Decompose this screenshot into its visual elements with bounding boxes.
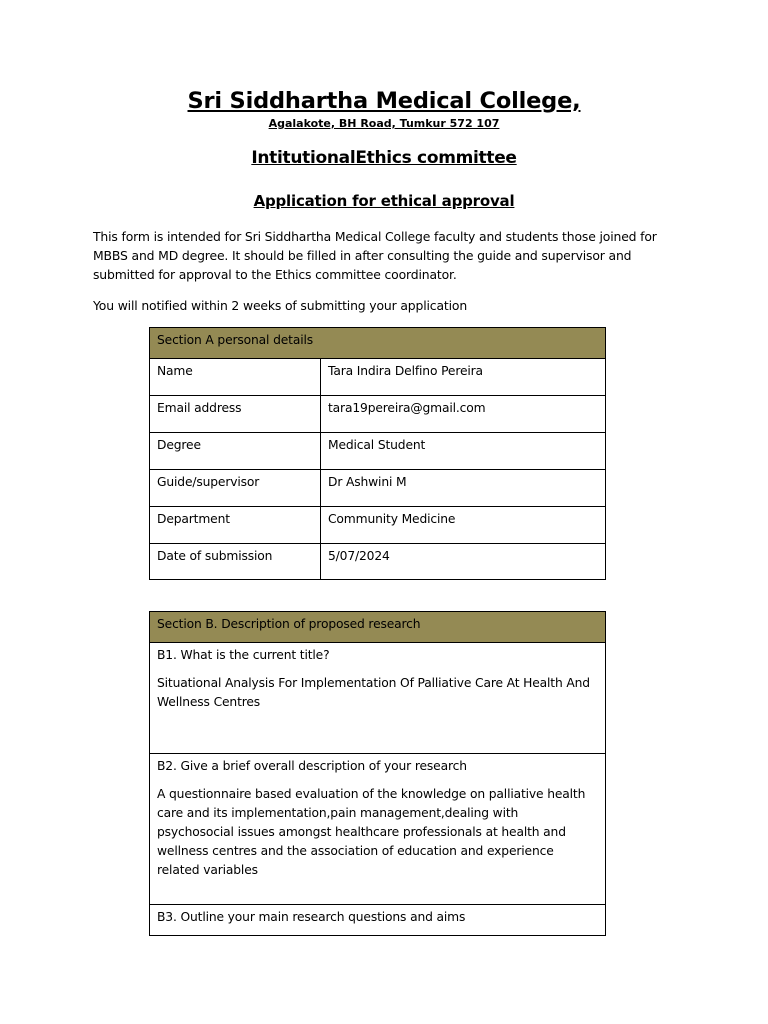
table-row: [150, 470, 606, 507]
section-b-table: [149, 611, 606, 936]
field-label-email: Email address: [150, 396, 321, 433]
question-cell-b2: [150, 754, 606, 904]
field-value-guide: Dr Ashwini M: [321, 470, 606, 507]
answer-b2: A questionnaire based evaluation of the knowledge on palliative health care and its implementation,pain management,dealing with psychosocial issues amongst healthcare professionals at health and wellness centres and the association of education and experience related variables: [157, 787, 586, 878]
question-b2: B2. Give a brief overall description of your research: [157, 759, 467, 774]
answer-b1: Situational Analysis For Implementation Of Palliative Care At Health And Wellness Centres: [157, 676, 590, 710]
field-label-name: Name: [150, 359, 321, 396]
section-b-heading: Section B. Description of proposed research: [150, 612, 606, 643]
college-name: Sri Siddhartha Medical College,: [187, 88, 581, 114]
section-a-heading: Section A personal details: [150, 328, 606, 359]
form-title: Application for ethical approval: [253, 192, 515, 210]
section-a-header-row: [150, 328, 606, 359]
field-label-guide: Guide/supervisor: [150, 470, 321, 507]
notification-note: You will notified within 2 weeks of submitting your application: [93, 298, 468, 313]
question-cell-b1: [150, 643, 606, 754]
question-cell-b3: [150, 904, 606, 935]
table-row: [150, 396, 606, 433]
question-b3: B3. Outline your main research questions and aims: [157, 909, 466, 924]
field-value-degree: Medical Student: [321, 433, 606, 470]
field-value-department: Community Medicine: [321, 507, 606, 544]
table-row: [150, 359, 606, 396]
question-b1: B1. What is the current title?: [157, 648, 330, 663]
field-value-email: tara19pereira@gmail.com: [321, 396, 606, 433]
college-address: Agalakote, BH Road, Tumkur 572 107: [268, 117, 500, 130]
section-b-header-row: [150, 612, 606, 643]
field-value-name: Tara Indira Delfino Pereira: [321, 359, 606, 396]
table-row: [150, 433, 606, 470]
committee-title: IntitutionalEthics committee: [251, 148, 517, 168]
field-label-degree: Degree: [150, 433, 321, 470]
section-a-table: [149, 327, 606, 580]
table-row: [150, 643, 606, 754]
table-row: [150, 904, 606, 935]
table-row: [150, 544, 606, 580]
intro-paragraph: This form is intended for Sri Siddhartha Medical College faculty and students those joined for MBBS and MD degree. It should be filled in after consulting the guide and supervisor and submitted for approval to the Ethics committee coordinator.: [93, 229, 657, 282]
field-value-date: 5/07/2024: [321, 544, 606, 580]
field-label-date: Date of submission: [150, 544, 321, 580]
table-row: [150, 507, 606, 544]
table-row: [150, 754, 606, 904]
field-label-department: Department: [150, 507, 321, 544]
